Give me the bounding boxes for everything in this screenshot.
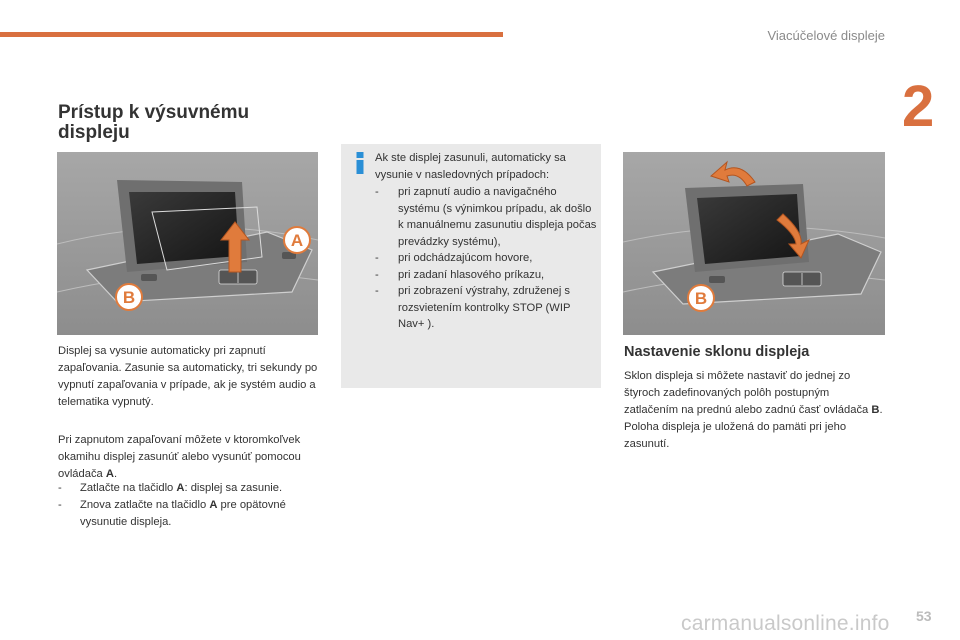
info-icon [353,152,367,174]
label-b: B [122,288,136,307]
label-a: A [290,231,304,250]
page-title: Prístup k výsuvnému displeju [58,102,250,143]
display-retract-photo [57,152,318,335]
info-box [341,144,601,388]
label-b: B [694,289,708,308]
list-item: - pri zobrazení výstrahy, združenej s rozsvietením kontrolky STOP (WIP Nav+ ). [375,285,571,330]
page-number: 53 [916,608,932,624]
list-item: - Zatlačte na tlačidlo A: displej sa zasunie. [58,482,283,494]
retract-steps-list [58,480,320,531]
tilt-paragraph: Sklon displeja si môžete nastaviť do jednej zo štyroch zadefinovaných polôh postupným zatlačením na prednú alebo zadnú časť ovládača B. Poloha displeja je uložená do pamäti pri jeho zasunutí. [624,370,883,450]
list-item: - pri zapnutí audio a navigačného systému (s výnimkou prípadu, ak došlo k manuálnemu zasunutiu displeja počas prevádzky systému), [375,186,597,248]
chapter-number: 2 [902,74,935,139]
control-paragraph: Pri zapnutom zapaľovaní môžete v ktoromkoľvek okamihu displej zasunúť alebo vysunúť pomocou ovládača A. [58,434,301,480]
info-list [375,184,597,333]
list-item: - pri odchádzajúcom hovore, [375,252,533,264]
display-tilt-photo [623,152,885,335]
watermark: carmanualsonline.info [681,612,890,635]
header-accent-bar [0,32,503,37]
section-title: Nastavenie sklonu displeja [624,344,810,360]
chapter-title: Viacúčelové displeje [767,28,885,43]
info-intro: Ak ste displej zasunuli, automaticky sa vysunie v nasledovných prípadoch: [375,152,566,181]
list-item: - Znova zatlačte na tlačidlo A pre opätovné vysunutie displeja. [58,499,286,528]
list-item: - pri zadaní hlasového príkazu, [375,268,545,281]
intro-paragraph: Displej sa vysunie automaticky pri zapnutí zapaľovania. Zasunie sa automaticky, tri sekundy po vypnutí zapaľovania v prípade, ak je systém audio a telematika vypnutý. [58,345,318,408]
